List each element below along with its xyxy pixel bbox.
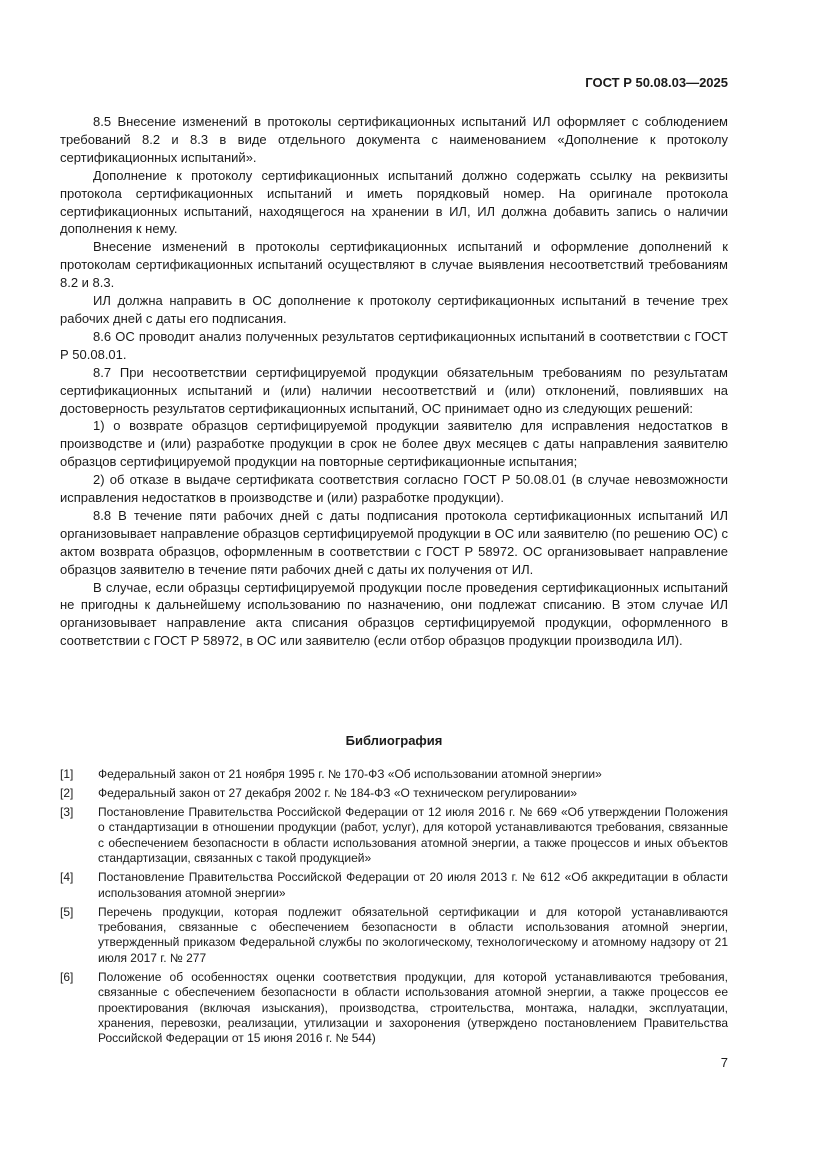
- reference-number: [4]: [60, 870, 74, 885]
- reference-text: Постановление Правительства Российской Федерации от 20 июля 2013 г. № 612 «Об аккредитации в области использования атомной энергии»: [98, 870, 728, 900]
- body-text: [60, 113, 728, 650]
- reference-number: [1]: [60, 767, 74, 781]
- reference-text: Федеральный закон от 21 ноября 1995 г. № 170-ФЗ «Об использовании атомной энергии»: [98, 767, 602, 781]
- bibliography-item: [60, 905, 728, 967]
- reference-text: Федеральный закон от 27 декабря 2002 г. № 184-ФЗ «О техническом регулировании»: [98, 786, 578, 800]
- bibliography-list: [60, 767, 728, 1050]
- page-number: 7: [720, 1055, 728, 1070]
- reference-text: Положение об особенностях оценки соответствия продукции, для которой устанавливаются требования, связанные с обеспечением безопасности в области использования атомной энергии, а также процессов ее проектирования (включая изыскания), производства, строительства, монтажа, наладки, эксплуатации, хранения, перевозки, реализации, утилизации и захоронения (утверждено постановлением Правительства Российской Федерации от 15 июня 2016 г. № 544): [98, 969, 728, 1046]
- paragraph: В случае, если образцы сертифицируемой продукции после проведения сертификационных испытаний не пригодны к дальнейшему использованию по назначению, они подлежат списанию. В этом случае ИЛ организовывает направление акта списания образцов сертифицируемой продукции, оформленного в соответствии с ГОСТ Р 58972, в ОС или заявителю (если отбор образцов продукции производила ИЛ).: [60, 579, 728, 649]
- paragraph: 8.8 В течение пяти рабочих дней с даты подписания протокола сертификационных испытаний ИЛ организовывает направление образцов сертифицируемой продукции в ОС или заявителю (по решению ОС) с актом возврата образцов, оформленным в соответствии с ГОСТ Р 58972. ОС организовывает направление образцов заявителю в течение пяти рабочих дней с даты их получения от ИЛ.: [60, 507, 728, 577]
- bibliography-item: [60, 805, 728, 867]
- paragraph: 8.5 Внесение изменений в протоколы сертификационных испытаний ИЛ оформляет с соблюдением требований 8.2 и 8.3 в виде отдельного документа с наименованием «Дополнение к протоколу сертификационных испытаний».: [60, 114, 728, 165]
- paragraph: 1) о возврате образцов сертифицируемой продукции заявителю для исправления недостатков в производстве и (или) разработке продукции в срок не более двух месяцев с даты направления заявителю образцов сертифицируемой продукции на повторные сертификационные испытания;: [60, 418, 728, 470]
- reference-number: [5]: [60, 904, 74, 919]
- paragraph: Дополнение к протоколу сертификационных испытаний должно содержать ссылку на реквизиты протокола сертификационных испытаний и иметь порядковый номер. На оригинале протокола сертификационных испытаний, находящегося на хранении в ИЛ, ИЛ должна добавить запись о наличии дополнения к нему.: [60, 167, 728, 237]
- paragraph: 8.7 При несоответствии сертифицируемой продукции обязательным требованиям по результатам сертификационных испытаний и (или) наличии несоответствий и (или) отклонений, повлиявших на достоверность результатов сертификационных испытаний, ОС принимает одно из следующих решений:: [60, 364, 728, 416]
- reference-number: [6]: [60, 969, 74, 984]
- reference-text: Перечень продукции, которая подлежит обязательной сертификации и для которой устанавливаются требования, связанные с обеспечением безопасности в области использования атомной энергии, утвержденный приказом Федеральной службы по экологическому, технологическому и атомному надзору от 21 июля 2017 г. № 277: [98, 904, 728, 965]
- bibliography-item: [60, 970, 728, 1047]
- paragraph: 2) об отказе в выдаче сертификата соответствия согласно ГОСТ Р 50.08.01 (в случае невозможности исправления недостатков в производстве и (или) разработке продукции).: [60, 472, 728, 506]
- bibliography-item: [60, 767, 728, 782]
- bibliography-item: [60, 870, 728, 901]
- paragraph: Внесение изменений в протоколы сертификационных испытаний и оформление дополнений к протоколам сертификационных испытаний осуществляют в случае выявления несоответствий требованиям 8.2 и 8.3.: [60, 239, 728, 291]
- reference-number: [3]: [60, 805, 74, 819]
- paragraph: ИЛ должна направить в ОС дополнение к протоколу сертификационных испытаний в течение трех рабочих дней с даты его подписания.: [60, 293, 728, 326]
- paragraph: 8.6 ОС проводит анализ полученных результатов сертификационных испытаний в соответствии с ГОСТ Р 50.08.01.: [60, 328, 728, 362]
- document-code: ГОСТ Р 50.08.03—2025: [585, 75, 728, 90]
- reference-text: Постановление Правительства Российской Федерации от 12 июля 2016 г. № 669 «Об утверждении Положения о стандартизации в отношении продукции (работ, услуг), для которой устанавливаются требования, связанные с обеспечением безопасности в области использования атомной энергии, а также процессов и иных объектов стандартизации, связанных с такой продукцией»: [98, 805, 728, 866]
- bibliography-title: Библиография: [345, 733, 443, 748]
- bibliography-item: [60, 786, 728, 801]
- reference-number: [2]: [60, 786, 74, 800]
